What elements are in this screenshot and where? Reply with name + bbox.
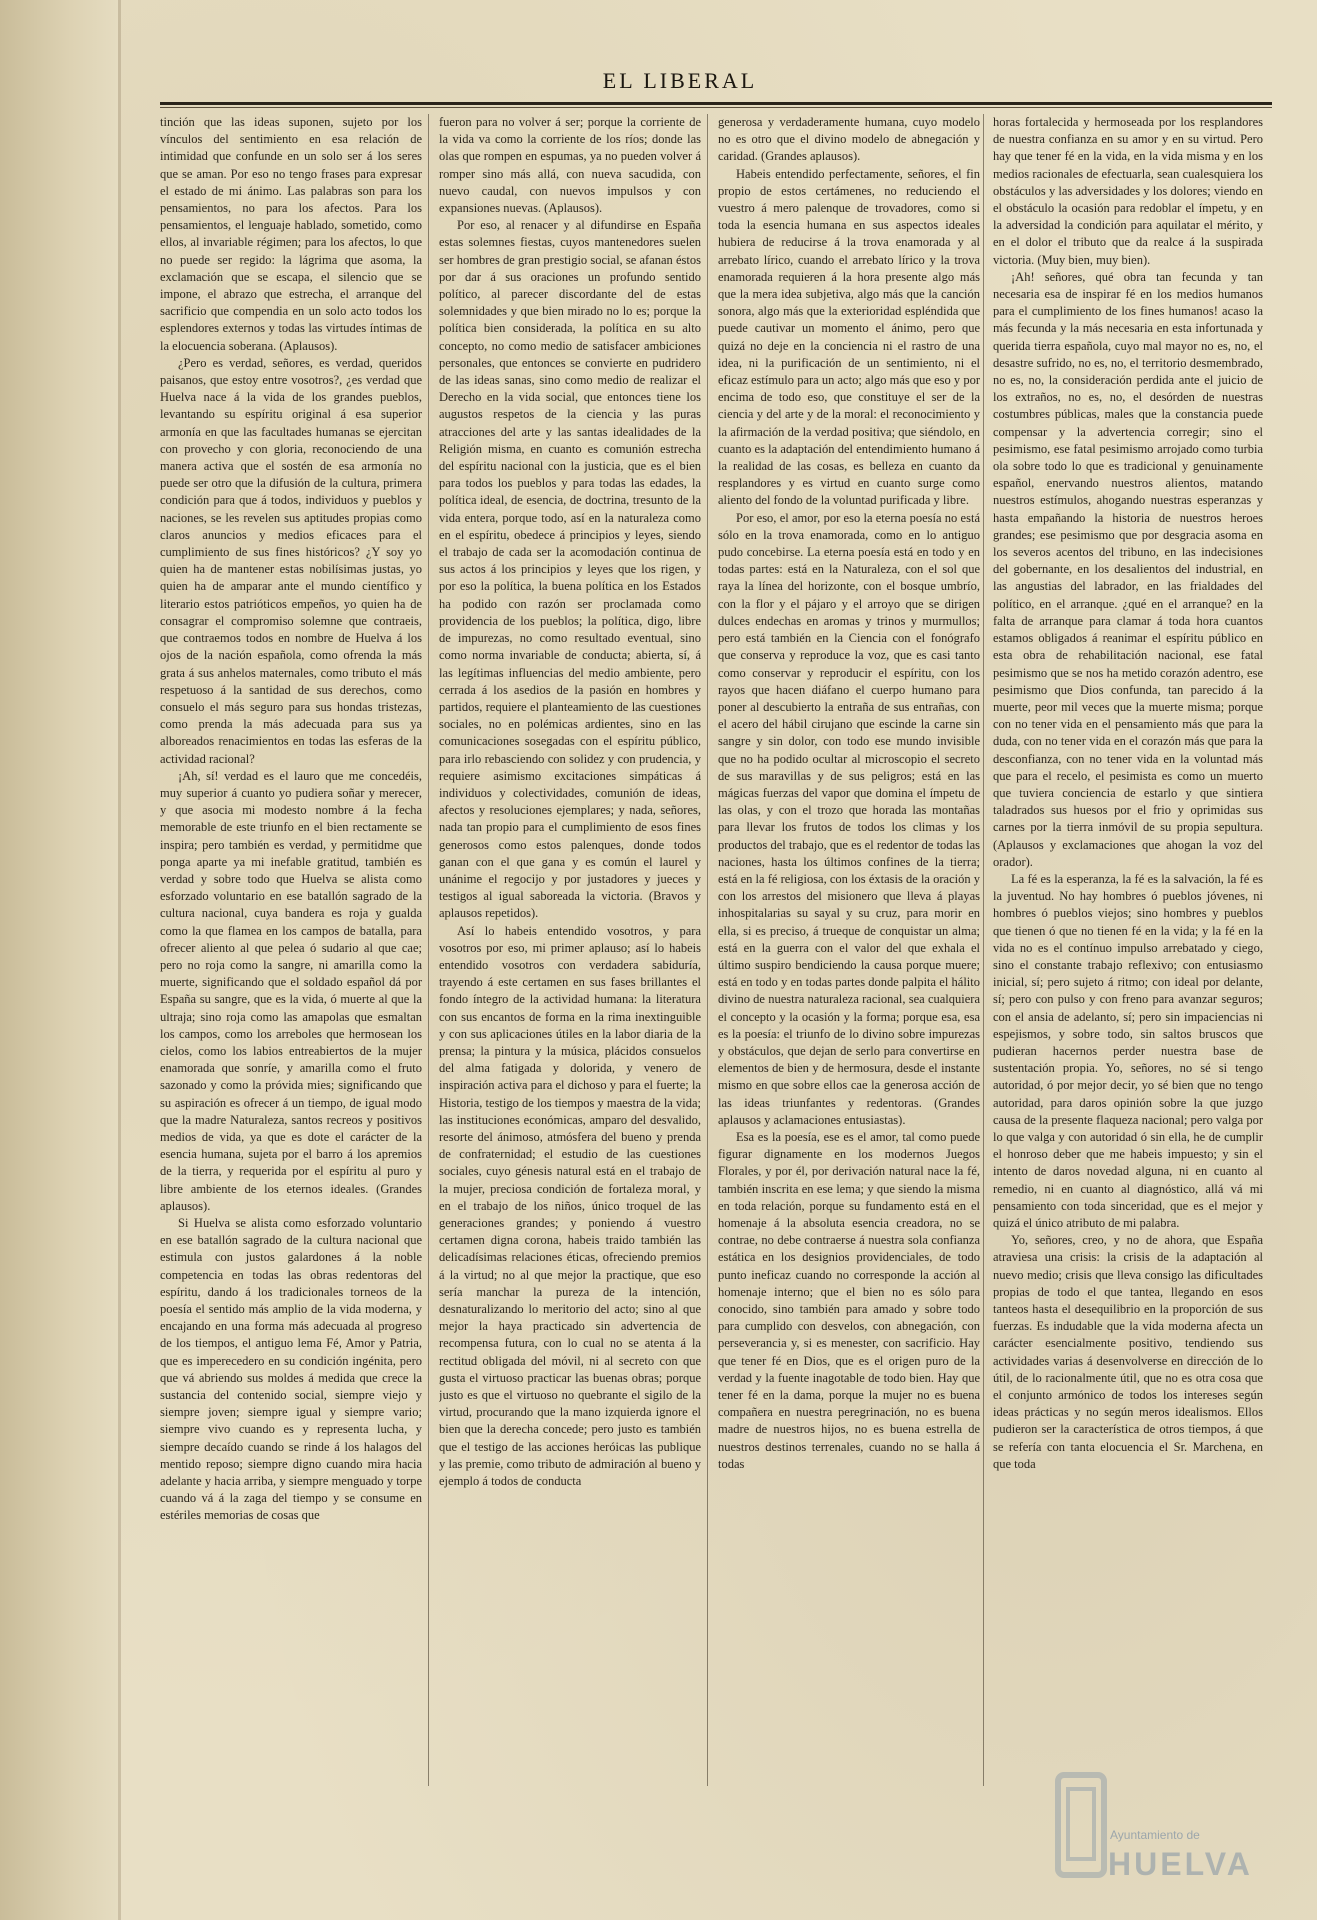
paragraph: ¡Ah! señores, qué obra tan fecunda y tan necesaria esa de inspirar fé en los medios humanos para el cumplimiento de los fines humanos! acaso la más fecunda y la más necesaria en esta infortunada y querida tierra española, cuyo mal mayor no es, no, el desastre sufrido, no es, no, el territorio desmembrado, no es, no, la consideración perdida ante el juicio de los extraños, no es, no, el desórden de nuestras costumbres públicas, males que la constancia puede compensar y la advertencia corregir; sino el pesimismo, ese fatal pesimismo arrojado como turbia ola sobre todo lo que es tradicional y genuinamente español, enervando nuestros alientos, matando nuestros estímulos, ahogando nuestras esperanzas y hasta empañando la historia de nuestros heroes grandes; ese pesimismo que por desgracia asoma en los severos acentos del tribuno, en las indecisiones del gobernante, en los desalientos del industrial, en las angustias del labrador, en las frialdades del político, en el arranque. ¿qué en el arranque? en la falta de arranque para clamar á toda hora cuantos estamos obligados á reanimar el espíritu público en esta obra de rehabilitación nacional, ese fatal pesimismo que se nos ha metido corazón adentro, ese pesimismo que Dios confunda, tan parecido á la muerte, peor mil veces que la muerte misma; porque con no tener vida en el pensamiento más que para la duda, con no tener vida en el corazón más que para la desconfianza, con no tener vida en la voluntad más que para el recelo, el pesimista es como un muerto que tuviera conciencia de estarlo y que sintiera taladrados sus huesos por el frio y oprimidas sus carnes por la tierra inmóvil de su propia sepultura. (Aplausos y exclamaciones que ahogan la voz del orador). [993,269,1263,869]
column-divider [707,114,708,1786]
masthead-rule-thin [160,107,1272,108]
newspaper-masthead: EL LIBERAL [602,68,758,93]
masthead-rule [160,102,1272,105]
paragraph: Por eso, el amor, por eso la eterna poesía no está sólo en la trova enamorada, como en lo antiguo pudo concebirse. La eterna poesía está en todo y en todas partes: está en la Naturaleza, con el sol que raya la línea del horizonte, con el bosque umbrío, con la flor y el pájaro y el arroyo que se dirigen dulces endechas en aromas y trinos y murmullos; pero está también en la Ciencia con el fonógrafo que conserva y reproduce la voz, que es casi tanto como conservar y reproducir el espíritu, con los rayos que hacen diáfano el cuerpo humano para poner al descubierto la entraña de sus entrañas, con el acero del hábil cirujano que escinde la carne sin sangre y sin dolor, con todo ese mundo invisible que no ha podido ocultar al microscopio el secreto de sus maravillas y de sus peligros; está en las mágicas fuerzas del vapor que domina el ímpetu de las olas, y con el trozo que horada las montañas para llevar los frutos de todos los climas y los productos del trabajo, que es el redentor de todas las naciones, hasta los últimos confines de la tierra; está en la fé religiosa, con los éxtasis de la oración y con los arrestos del misionero que lleva á playas inhospitalarias su sayal y su cruz, para morir en ella, si es preciso, á trueque de conquistar un alma; está en la guerra con el valor del que exhala el último suspiro bendiciendo la causa porque muere; está en todo y en todas partes donde palpita el hálito divino de nuestra naturaleza racional, sea cualquiera el concepto y la ocasión y la forma; porque esa, esa es la poesía: el triunfo de lo divino sobre impurezas y obstáculos, que dejan de serlo para convertirse en elementos de bien y de hermosura, desde el instante mismo en que sobre ellos cae la generosa acción de las ideas triunfantes y redentoras. (Grandes aplausos y aclamaciones entusiastas). [718,510,980,1127]
paragraph: generosa y verdaderamente humana, cuyo modelo no es otro que el divino modelo de abnegación y caridad. (Grandes aplausos). [718,115,980,164]
page-margin [0,0,118,1920]
paragraph: Habeis entendido perfectamente, señores, el fin propio de estos certámenes, no reduciendo el vuestro á mero palenque de trovadores, como si toda la esencia humana en sus aspectos ideales hubiera de reducirse á la trova enamorada y al arrebato lírico, cuando el arrebato lírico y la trova enamorada requieren á la hora presente algo más que la mera idea subjetiva, algo más que la canción sonora, algo más que la exterioridad espléndida que puede cautivar un momento el ánimo, pero que quizá no deje en la conciencia ni el rastro de una idea, ni la purificación de un sentimiento, ni el eficaz estímulo para un acto; algo más que eso y por encima de todo eso, que constituye el ser de la ciencia y del arte y de la moral: el reconocimiento y la afirmación de la verdad positiva; que siéndolo, en cuanto es la adaptación del entendimiento humano á la realidad de las cosas, es belleza en cuanto da resplandores y es virtud en cuanto surge como aliento del fondo de la voluntad purificada y libre. [718,166,980,508]
text-column-4 [993,114,1263,1786]
text-column-3 [718,114,980,1786]
paragraph: La fé es la esperanza, la fé es la salvación, la fé es la juventud. No hay hombres ó pueblos jóvenes, ni hombres ó pueblos viejos; sino hombres y pueblos que tienen ó que no tienen fé en la vida; y la fé en la vida no es el contínuo impulso arrebatado y ciego, sino el constante trabajo reflexivo; con entusiasmo inicial, sí; pero sujeto á ritmo; con ideal por delante, sí; pero con pulso y con freno para avanzar seguros; con el ansia de adelanto, sí; pero sin impaciencias ni espejismos, y sobre todo, sin saltos bruscos que pudieran hacernos perder nuestra base de sustentación propia. Yo, señores, no sé si tengo autoridad, ó por mejor decir, yo sé bien que no tengo autoridad, para daros opinión sobre la que juzgo causa de la presente flaqueza nacional; pero valga por lo que valga y con autoridad ó sin ella, he de cumplir el honroso deber que me habeis impuesto; y sin el intento de daros novedad alguna, ni en cuanto al remedio, ni en cuanto al diagnóstico, allá vá mi pensamiento con toda sinceridad, que es el mejor y quizá el único atributo de mi palabra. [993,871,1263,1230]
text-column-1 [160,114,422,1786]
paragraph: Yo, señores, creo, y no de ahora, que España atraviesa una crisis: la crisis de la adaptación al nuevo medio; crisis que lleva consigo las dificultades propias de todo el que tantea, llegando en esos tanteos hasta el desequilibrio en la proporción de sus fuerzas. Es indudable que la vida moderna afecta un carácter esencialmente positivo, tendiendo sus actividades varias á desenvolverse en dirección de lo útil, de lo racionalmente útil, que no es otra cosa que el conjunto armónico de todos los intereses según ideas prácticas y no según meros idealismos. Ellos pudieron ser la característica de otros tiempos, á que se refería con tanta elocuencia el Sr. Marchena, en que toda [993,1233,1263,1471]
text-column-2 [439,114,701,1786]
paragraph: Si Huelva se alista como esforzado voluntario en ese batallón sagrado de la cultura nacional que estimula con justos galardones á la noble competencia en todas las obras redentoras del espíritu, dando á los tradicionales torneos de la poesía el sentido más amplio de la vida moderna, y encajando en una forma más adecuada al progreso de los tiempos, el antiguo lema Fé, Amor y Patria, que es imperecedero en su condición ingénita, pero que vá abriendo sus moldes á medida que crece la sustancia del contenido social, siempre viejo y siempre joven; siempre igual y siempre vario; siempre vivo cuando es y representa lucha, y siempre decaído cuando se rinde á los halagos del mentido reposo; siempre digno cuando mira hacia adelante y hacia arriba, y siempre menguado y torpe cuando vá á la zaga del tiempo y se consume en estériles memorias de cosas que [160,1216,422,1523]
page-fold [118,0,121,1920]
watermark-label: Ayuntamiento de [1110,1828,1200,1842]
paragraph: Esa es la poesía, ese es el amor, tal como puede figurar dignamente en los modernos Juegos Florales, y por él, por derivación natural nace la fé, también inscrita en ese lema; y que siendo la misma en toda relación, porque su fundamento está en el homenaje á la absoluta esencia creadora, no se contrae, no debe contraerse á nuestra sola confianza estática en los designios providenciales, de todo punto ineficaz cuando no corresponde la acción al homenaje interno; que el bien no es sólo para conocido, sino también para amado y sobre todo para cumplido con desvelos, con abnegación, con perseverancia y, si es menester, con sacrificio. Hay que tener fé en Dios, que es el origen puro de la verdad y la fuente inagotable de todo bien. Hay que tener fé en la dama, porque la mujer no es buena compañera en nuestra peregrinación, no es buena madre de nuestros hijos, no es buena estrella de nuestros destinos terrenales, cuando no se halla á todas [718,1129,980,1471]
watermark-name: HUELVA [1108,1846,1253,1882]
paragraph: ¿Pero es verdad, señores, es verdad, queridos paisanos, que estoy entre vosotros?, ¿es verdad que Huelva nace á la vida de los grandes pueblos, levantando su espíritu original á esa superior armonía en que las facultades humanas se ejercitan con provecho y con gloria, reconociendo de una manera activa que el sostén de esa armonía no puede ser otro que la difusión de la cultura, primera condición para que á todos, individuos y pueblos y naciones, se les revelen sus aptitudes propias como claros anuncios y medios eficaces para el cumplimiento de sus fines históricos? ¿Y soy yo quien ha de mantener estas nobilísimas justas, yo quien ha de amparar ante el mundo científico y literario estos patrióticos empeños, yo quien ha de consagrar el compromiso solemne que contraeis, que contraemos todos en nombre de Huelva á los ojos de la nación española, como ofrenda la más grata á sus anhelos maternales, como tributo el más respetuoso á la santidad de sus derechos, como consuelo el más seguro para sus hondas tristezas, como prenda la más adecuada para sus ya alboreados renacimientos en todas las esferas de la actividad racional? [160,355,422,766]
column-divider [983,114,984,1786]
paragraph: Por eso, al renacer y al difundirse en España estas solemnes fiestas, cuyos mantenedores suelen ser hombres de gran prestigio social, se afanan éstos por dar á sus oraciones un profundo sentido político, al parecer discordante del de estas solemnidades y que bien mirado no lo es; porque la política bien considerada, la política en su alto concepto, no como medio de satisfacer ambiciones personales, que entonces se convierte en pudridero de las ideas sanas, sino como medio de realizar el Derecho en la vida social, que entonces tiene los augustos respetos de la ciencia y las puras atracciones del arte y las santas idealidades de la Religión misma, en cuanto es comunión estrecha del espíritu nacional con la justicia, que es el bien para todos los pueblos y para todas las edades, la política ideal, de esencia, de doctrina, tresunto de la vida entera, porque todo, así en la naturaleza como en el espíritu, obedece á principios y leyes, siendo el trabajo de cada ser la acomodación continua de sus actos á los principios y leyes que los rigen, y por eso la política, la buena política en los Estados ha podido con razón ser proclamada como providencia de los pueblos; la política, digo, libre de impurezas, no como resultado eventual, sino como norma invariable de conducta; abierta, sí, á las legítimas influencias del medio ambiente, pero cerrada á los asedios de la pasión en hombres y partidos, requiere el planteamiento de las cuestiones sociales, no en polémicas ardientes, sino en las comunicaciones sosegadas con el espíritu público, para irlo rebasciendo con solidez y con prudencia, y requiere asimismo excitaciones simpáticas á individuos y colectividades, comunión de ideas, afectos y resoluciones ejemplares; y nada, señores, nada tan propio para el cumplimiento de esos fines generosos como estos palenques, donde todos ganan con el que gana y es común el laurel y unánime el regocijo y por justadores y jueces y testigos al igual saboreada la victoria. (Bravos y aplausos repetidos). [439,218,701,921]
paragraph: horas fortalecida y hermoseada por los resplandores de nuestra confianza en su amor y en su virtud. Pero hay que tener fé en la vida, en la vida misma y en los medios racionales de efectuarla, sean cualesquiera los obstáculos y las adversidades y los dolores; viendo en el obstáculo la ocasión para redoblar el ímpetu, y en la adversidad la condición para aquilatar el mérito, y en el dolor el tributo que da realce á la suspirada victoria. (Muy bien, muy bien). [993,115,1263,267]
column-divider [428,114,429,1786]
paragraph: tinción que las ideas suponen, sujeto por los vínculos del sentimiento en esa relación de intimidad que confunde en un solo ser á los seres que se aman. Por eso no tengo frases para expresar el estado de mi ánimo. Las palabras son para los pensamientos, no para los afectos. Para los pensamientos, el lenguaje hablado, sometido, como ellos, al invariable régimen; para los afectos, lo que no puede ser regido: la lágrima que asoma, la exclamación que se escapa, el silencio que se impone, el abrazo que estrecha, el arranque del sacrificio que compendia en un solo acto todos los esplendores externos y todas las virtudes íntimas de la elocuencia soberana. (Aplausos). [160,115,422,353]
paragraph: fueron para no volver á ser; porque la corriente de la vida va como la corriente de los ríos; donde las olas que rompen en espumas, ya no pueden volver á romper sino más allá, con nueva sacudida, con nuevo caudal, con nuevos impulsos y con expansiones nuevas. (Aplausos). [439,115,701,216]
paragraph: ¡Ah, sí! verdad es el lauro que me concedéis, muy superior á cuanto yo pudiera soñar y merecer, y que asocia mi modesto nombre á la fecha memorable de este triunfo en el bien rectamente se inspira; pero también es verdad, y permitidme que ponga aparte ya mi inefable gratitud, también es verdad y sobre todo que Huelva se alista como esforzado voluntario en ese batallón sagrado de la cultura nacional, cuya bandera es roja y gualda como la que flamea en los campos de batalla, para ofrecer aliento al que pelea ó sudario al que cae; pero no roja como la sangre, ni amarilla como la muerte, significando que el soldado español dá por España su sangre, que es la vida, ó muerte al que la ultraja; sino roja como las amapolas que esmaltan los campos, como los arreboles que hermosean los cielos, como los labios entreabiertos de la mujer enamorada que sonríe, y amarilla como el fruto sazonado y como la próvida mies; significando que su aspiración es ofrecer á un tiempo, de igual modo que la madre Naturaleza, santos recreos y positivos medios de vida, ya que es dote el carácter de la esencia humana, sujeta por el barro á los apremios de la tierra, y requerida por el espíritu al puro y libre ambiente de los eternos ideales. (Grandes aplausos). [160,768,422,1213]
paragraph: Así lo habeis entendido vosotros, y para vosotros por eso, mi primer aplauso; así lo habeis entendido vosotros con verdadera sabiduría, trayendo á este certamen en sus fases brillantes el fondo íntegro de la actividad humana: la literatura con sus encantos de forma en la rima inextinguible y con sus aplicaciones útiles en la labor diaria de la prensa; la pintura y la música, plácidos consuelos del alma fatigada y dolorida, y venero de inspiración activa para el dichoso y para el fuerte; la Historia, testigo de los tiempos y maestra de la vida; las instituciones económicas, amparo del desvalido, resorte del ánimoso, atmósfera del bueno y prenda de confraternidad; el estudio de las cuestiones sociales, cuyo génesis natural está en el trabajo de la mujer, preciosa condición de fortaleza moral, y en el trabajo de los niños, único troquel de las generaciones grandes; y poniendo á vuestro certamen digna corona, habeis traido también las delicadísimas relaciones éticas, ofreciendo premios á la virtud; no al que mejor la practique, que eso sería manchar la pureza de la intención, desnaturalizando lo meritorio del acto; sino al que mejor la haya practicado sin advertencia de recompensa futura, con lo cual no se atenta á la rectitud obligada del móvil, ni al secreto con que gusta el virtuoso practicar las buenas obras; porque justo es que el virtuoso no quebrante el sigilo de la virtud, procurando que la mano izquierda ignore el bien que la derecha concede; pero justo es también que el testigo de las acciones heróicas las publique y las premie, como tributo de admiración al bueno y ejemplo á todos de conducta [439,923,701,1489]
